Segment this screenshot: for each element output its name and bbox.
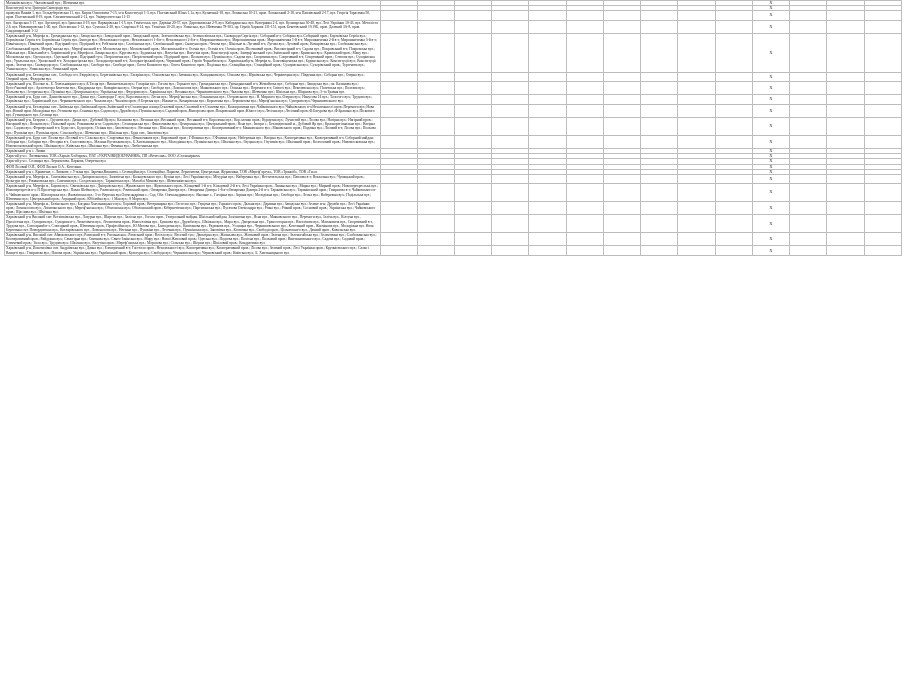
empty-cell <box>641 135 678 148</box>
empty-cell <box>603 246 640 255</box>
empty-cell <box>566 72 603 81</box>
empty-cell <box>417 184 454 202</box>
empty-cell <box>827 184 864 202</box>
empty-cell <box>380 201 417 214</box>
empty-cell <box>566 246 603 255</box>
empty-cell <box>715 104 752 117</box>
empty-cell <box>641 184 678 202</box>
empty-cell <box>566 118 603 136</box>
empty-cell <box>678 201 715 214</box>
empty-cell <box>827 81 864 94</box>
empty-cell <box>678 174 715 183</box>
empty-cell <box>380 34 417 72</box>
empty-cell <box>827 95 864 104</box>
empty-cell <box>566 184 603 202</box>
empty-cell <box>603 95 640 104</box>
empty-cell <box>454 34 491 72</box>
schedule-table <box>4 0 902 256</box>
empty-cell <box>566 104 603 117</box>
empty-cell <box>827 232 864 245</box>
empty-cell <box>864 246 901 255</box>
empty-cell <box>827 118 864 136</box>
empty-cell <box>492 135 529 148</box>
empty-cell <box>864 81 901 94</box>
empty-cell <box>790 201 827 214</box>
empty-cell <box>417 118 454 136</box>
empty-cell <box>380 118 417 136</box>
empty-cell <box>864 184 901 202</box>
empty-cell <box>492 72 529 81</box>
empty-cell <box>678 72 715 81</box>
empty-cell <box>790 118 827 136</box>
outage-mark-cell: X <box>752 201 789 214</box>
address-cell: Харківський р-н Високий смт. Вєтхівківська вул., Лазурна вул., Ширена вул., Залісна вул., Гоголя пров., Театральний майдан, Шкільний майдан, Залізнична вул., Ясна вул., Маяковського вул., Перемоги вул., Ілліча вул., Кілтуна вул., Пролісечна вул., Суворова вул., Суворова в-з, Леонтовича вул., Леонтовича пров., Новоселівна вул., Бушкова вул., Дружби вул., Шкільна вул., Мира вул., Джерельна вул., Трансготорна вул., Вінтлічова вул., Матьковича вул., Спортивний в-з, Трудова вул., Слюсарний в-з, Слюсарний пров., Шевченко пров., Професійна вул., Ю.Матова вул., Благодатна вул., Капітанова вул., Радюкова вул., Уєлищна вул., Чернишевського вул., Котельний пров., Жасмінова вул., Молодіжна вул. Нова Берегинка смт. Помордовська вул., Котлярівського вул., Ломоносова вул., Негінна вул., Пушкіна вул., Лесенна вул., Пушкінська вул., Заповітна вул., Косвочна вул., Свободи пров., Цільовського вул., Дачний пров., Ковальська вул. <box>5 215 381 233</box>
empty-cell <box>417 104 454 117</box>
outage-mark-cell: X <box>752 154 789 159</box>
table-row <box>5 174 902 183</box>
empty-cell <box>715 34 752 72</box>
empty-cell <box>641 72 678 81</box>
empty-cell <box>603 81 640 94</box>
outage-mark-cell: X <box>752 20 789 33</box>
empty-cell <box>864 118 901 136</box>
empty-cell <box>641 215 678 233</box>
empty-cell <box>827 246 864 255</box>
empty-cell <box>678 104 715 117</box>
outage-mark-cell: X <box>752 174 789 183</box>
empty-cell <box>790 81 827 94</box>
empty-cell <box>790 215 827 233</box>
empty-cell <box>715 95 752 104</box>
empty-cell <box>529 104 566 117</box>
table-row <box>5 11 902 20</box>
empty-cell <box>529 184 566 202</box>
empty-cell <box>566 34 603 72</box>
address-cell: Харківський р-н, Мерефа м., Спичківінська вул.; Дніпровська вул.; Заповітна вул.; Кольцевського вул.; Купіна вул.; Лесі Українки вул.; Мічуріна вул.; Набережна вул.; Нестичельська вул.; Павлова в-з; Вокзальна вул.; Чумацький пров.; Культури вул.; Романовська вул.; Самчина вул.; Солдатська вул.; Таранівська вул.; Махоблі Минова вул.; Шевченківська вул. <box>5 174 381 183</box>
empty-cell <box>678 135 715 148</box>
empty-cell <box>417 246 454 255</box>
address-cell: Конституції м-н; Григорія Сковороди вул. <box>5 6 381 11</box>
outage-mark-cell: X <box>752 104 789 117</box>
empty-cell <box>715 72 752 81</box>
empty-cell <box>678 95 715 104</box>
empty-cell <box>417 95 454 104</box>
empty-cell <box>603 104 640 117</box>
empty-cell <box>641 20 678 33</box>
empty-cell <box>864 215 901 233</box>
empty-cell <box>492 232 529 245</box>
empty-cell <box>492 11 529 20</box>
empty-cell <box>380 104 417 117</box>
empty-cell <box>678 20 715 33</box>
empty-cell <box>715 215 752 233</box>
outage-mark-cell: X <box>752 34 789 72</box>
empty-cell <box>492 20 529 33</box>
empty-cell <box>603 232 640 245</box>
empty-cell <box>454 20 491 33</box>
empty-cell <box>790 174 827 183</box>
empty-cell <box>529 174 566 183</box>
empty-cell <box>603 184 640 202</box>
empty-cell <box>566 11 603 20</box>
address-cell: Малинівська вул.; Чкаловський вул.; Шевченка вул. <box>5 1 381 6</box>
table-row <box>5 215 902 233</box>
table-body <box>5 1 902 256</box>
empty-cell <box>603 215 640 233</box>
outage-mark-cell: X <box>752 232 789 245</box>
empty-cell <box>678 215 715 233</box>
address-cell: Харківський р-н, Високий смт. Айвазовського вул.;Раєвський в-з; Раєльнаська.; Раєвський пров.; Весела вул.; Веселий туп.; Двоктірна вул.; Житньова вул.; Житковий пров.; Зелена вул.; Зеленогайська вул.; Зелентенна вул.; Слобожанська вул.; Кооперативний пров.; Райдужна вул.; Самогірна вул.; Святкова вул.; Свято-Ільїнська вул.; Миру вул.; Нової Житловий пров.; Одеська вул.; Подоєва вул.; Полісна вул.; Польовий пров.; Вінепоновського вул.; Садова вул.; Садовий пров.; Стенчевий пров.; Тиха вул.; Трудова вул.; Шкільна вул.; Ватутіна пров.; Мерефʼянська вул.; Морозова вул.; Сільська вул.; Шерша вул.; Шкіловий пров.; Кондратенко вул. <box>5 232 381 245</box>
empty-cell <box>492 184 529 202</box>
empty-cell <box>715 246 752 255</box>
empty-cell <box>603 201 640 214</box>
empty-cell <box>380 174 417 183</box>
empty-cell <box>454 95 491 104</box>
empty-cell <box>715 184 752 202</box>
empty-cell <box>641 246 678 255</box>
empty-cell <box>715 11 752 20</box>
empty-cell <box>678 246 715 255</box>
empty-cell <box>529 95 566 104</box>
empty-cell <box>566 174 603 183</box>
empty-cell <box>529 11 566 20</box>
empty-cell <box>492 118 529 136</box>
empty-cell <box>715 20 752 33</box>
empty-cell <box>529 232 566 245</box>
empty-cell <box>641 34 678 72</box>
empty-cell <box>790 135 827 148</box>
empty-cell <box>454 201 491 214</box>
empty-cell <box>678 184 715 202</box>
empty-cell <box>641 174 678 183</box>
empty-cell <box>380 215 417 233</box>
empty-cell <box>454 104 491 117</box>
empty-cell <box>529 118 566 136</box>
empty-cell <box>529 34 566 72</box>
empty-cell <box>678 11 715 20</box>
empty-cell <box>380 232 417 245</box>
empty-cell <box>380 95 417 104</box>
empty-cell <box>380 135 417 148</box>
table-row <box>5 232 902 245</box>
empty-cell <box>529 246 566 255</box>
empty-cell <box>454 118 491 136</box>
table-row <box>5 118 902 136</box>
address-cell: Харківський р-н с. Липки <box>5 149 381 154</box>
table-row <box>5 201 902 214</box>
address-cell: Харк-ий р-н с. Литвиненки, ТОВ «Харків Хлібпром», ПАТ «УКРГАЗВИДОБУВАННЯ», ПП «Вечеслав», ООО «Стальмарком» <box>5 154 381 159</box>
empty-cell <box>715 174 752 183</box>
address-cell: Харківський р-н, Мерефа м., Борова вул.; Свичківська вул.; Дніпровська вул.; Жуковського вул.; Жуковського пров.; Кільцевий 1-й в-з; Кільцевий 2-й в-з; Лесі Українки пров.; Липанська вул.; Мирна вул.; Мирний пров.; Новоперехресська вул.; Новоперехресів в-з; П.Пролетарська вул.; Павла Шейки вул.; Ржевська вул.; Ржевський пров.; Овчаренка Дмитра вул.; Овчаренка Дмитра 1-й в-з;Овчаренка Дмитра 2-й в-з; Таранівська вул.; Таранівський пров.; Тимрязєва в-з; Чайковського в-з; Чайковського пров.; Шахтарська вул.; Яковлівська вул.; 5-го Вересня вул.Олександрівна с.; Сад. Обл. Олександрівка вул.; Якольне с., Гагаріна вул.; Зоряна вул.; Молодіжна вул.; Свободи вул.; Лесна вул.; Набережна вул.; Подільська вул.; Шевченко вул.; Центральний пров.; Аграрний пров.; Юбілейна вул.; 1 Мая вул.; 8 Марта вул. <box>6 184 379 201</box>
empty-cell <box>864 11 901 20</box>
empty-cell <box>827 20 864 33</box>
empty-cell <box>566 201 603 214</box>
empty-cell <box>417 34 454 72</box>
empty-cell <box>492 174 529 183</box>
empty-cell <box>417 215 454 233</box>
empty-cell <box>417 174 454 183</box>
outage-mark-cell: X <box>752 246 789 255</box>
empty-cell <box>380 20 417 33</box>
empty-cell <box>864 72 901 81</box>
empty-cell <box>790 11 827 20</box>
empty-cell <box>380 184 417 202</box>
address-cell: Харківський р-н, Безлюдівка смт., Слобода сел.;Тюрріві вул.; Берегинівська вул.; Гагаріна вул.; Ольховська вул.; Затишна вул.; Колядинова вул.; Ольхова вул.; Юрківська вул.; Чернівецька вул.; Південна вул.; Соборна вул.; Озерна вул.; Озерний пров.; Федорова вул. <box>5 72 381 81</box>
outage-mark-cell: X <box>752 81 789 94</box>
empty-cell <box>454 215 491 233</box>
empty-cell <box>417 20 454 33</box>
empty-cell <box>678 34 715 72</box>
empty-cell <box>790 104 827 117</box>
empty-cell <box>715 81 752 94</box>
empty-cell <box>715 201 752 214</box>
empty-cell <box>566 232 603 245</box>
outage-mark-cell: X <box>752 169 789 174</box>
empty-cell <box>454 174 491 183</box>
empty-cell <box>790 246 827 255</box>
empty-cell <box>603 34 640 72</box>
empty-cell <box>380 246 417 255</box>
empty-cell <box>678 232 715 245</box>
outage-mark-cell: X <box>752 184 789 202</box>
empty-cell <box>641 95 678 104</box>
table-row <box>5 246 902 255</box>
address-cell: вул. Ангарська 3-17, вул. Артилерії, вул. Іриксона 4-19, вул. Варварівська 1-15, вул. Генічеська, вул. Дарвіна 20-37, вул. Даргомижська 2-9, вул. Кабардинська, вул. Коперника 2-4, вул. Кульварська 30-48, вул. Лесі Українки 10-43, вул. Металіста 2,6, вул. Новомировська 1-40, вул. Полтавська 1-12, вул. Сумська 2-28, вул. Спартака 8-14, вул. Технічна 10-20, вул. Уманська, вул. Шевченка 78-303, пр. Героїв Харкова 131-151, пров. Бекетівський 19,19Б, пров. Далекий 3А-8, пров. Сандомирський 1-12 <box>5 20 381 33</box>
empty-cell <box>790 20 827 33</box>
table-row <box>5 72 902 81</box>
outage-mark-cell: X <box>752 164 789 169</box>
empty-cell <box>603 72 640 81</box>
empty-cell <box>417 232 454 245</box>
outage-mark-cell: X <box>752 215 789 233</box>
empty-cell <box>864 104 901 117</box>
empty-cell <box>603 135 640 148</box>
empty-cell <box>417 135 454 148</box>
empty-cell <box>864 20 901 33</box>
empty-cell <box>790 232 827 245</box>
empty-cell <box>827 201 864 214</box>
empty-cell <box>678 81 715 94</box>
empty-cell <box>417 201 454 214</box>
table-row <box>5 184 902 202</box>
address-cell: Харківський р-н, Безруки с., Грушева вул.; Дачна вул.; Дубовий Яр вул.; Калинова вул.; Весняна вул.;Весняний пров.; Весняний в-з; Короленко вул.; Кор.оленко пров.; Курортна вул.; Лучистий вул.; Лісова вул.; Нагірна вул.; Нагірний пров.; Нагорний вул.; Польова вул.; Польовий пров.; Ромашкова м-м; Садова вул.; Селищинська вул.; Фанасенківа вул.; Центральна вул.; Центральний пров.; Ясна вул.; Івспри с., Безлюдівський м., Дубовий Яр вул.; Краснорегіональна вул.; Нагірна вул.; Садова вул.; Фермерський в-з; Буди смт., Буди пров.; Осіння вул.; Заповітна вул.; Весняна вул.; Шкільна вул.; Кооперативна вул.; Кооперативний в-з; Маяковського вул.; Маковського пров.; Подачна вул.; Лісовий в-з; Лісова вул.; Польова вул.; Пушкіна вул.; Пушкіна пров.; Сільськабуд м.; Шевченко вул.; Шкільна вул.; Буди смт., Заповітна вул. <box>5 118 381 136</box>
empty-cell <box>492 246 529 255</box>
address-cell: Харківський р-н, Буди смт., Данилівського вул.; Дачна вул.; Сковороди Г. вул.; Короленка вул.; Лесна вул.; Мерефʼянська вул.; Ольшанська вул.; Островського вул.; Н. Мирного вул.;Озерна вул.; Нанусова 14 вул.; Толстого вул.; Трудова вул.; Харківська вул.; Харківський туп.; Чернишевського вул.; Чкалова вул.; Чкалова пров.; 8 Березня вул.; Ніжине м., Комарівська вул.; Короленка вул.; Лермонтова вул.; Мерефʼянська вул.; Суворова вул.;Чернишевського вул. <box>5 95 381 104</box>
address-cell: Харківський р-н, Пісочне м., Б. Хмельницького вул.;Б.Тасця вул.; Вишнепільна вул.; Гагаріна вул.; Гоголя вул.; Горького вул.; Громадянська вул.; Громадянський в-з; Жемайтока вул.; Соборна вул.; Заводська вул.; пк. Калинова вул.; Кутоз*яновой вул.; Архітектора Бекетова вул.; Кіндрацька вул.; Комарівська вул.; Озерна вул.; Свободи вул.; Ломоносова вул.; Маяковського вул.; Осінька вул.; Перемоги в-з; Свiвсті вул.; Пекелевська вул.; Полевська вул.; Полтава вул.; Польова вул.; Історична вул.; Пушкіна вул.; Центральна вул.; Українська вул.; Федорова вул.; Харківська вул.; Весняна вул.; Чернишевського вул.; Чкалова вул.; Шевченко вул.; Шкільна вул.; Ширяєва вул.; 5-та Травня вул. <box>5 81 381 94</box>
empty-cell <box>492 104 529 117</box>
empty-cell <box>380 11 417 20</box>
empty-cell <box>790 34 827 72</box>
empty-cell <box>417 72 454 81</box>
address-cell: Харківський р-н с. Кривичне, с. Липкове, с.Уткіна вул. Заречна,Вишнева, с.Селекційна вул. Селекційна, Паркова, Лермонтова, Центральна, Журавлина, ТОВ «Мерефʼаргук», ТОВ «Транпіб», ТОВ «Таса» <box>5 169 381 174</box>
empty-cell <box>641 11 678 20</box>
empty-cell <box>603 11 640 20</box>
empty-cell <box>641 118 678 136</box>
empty-cell <box>790 95 827 104</box>
empty-cell <box>827 174 864 183</box>
outage-mark-cell: X <box>752 149 789 154</box>
empty-cell <box>529 135 566 148</box>
empty-cell <box>529 20 566 33</box>
empty-cell <box>492 201 529 214</box>
address-cell: Харківський р-н, Покотилівка смт. Андріївська вул.; Дачна вул.; Електричний в-з; Гастелло пров.; Незалежності вул.; Кооперативна вул.; Кооперативний пров.; Лісова вул.; Зелений пров.; Лесі Українки пров.; Крупнієвського вул.; Салко і Ванцеті вул.; Тімірязєва вул.; Патова пров.; Українська вул.; Український пров.; Культури вул.; Свободи вул.; Черняхівська вул.; Черновський пров.; Київська вул.; Б. Хмельницького вул. <box>5 246 381 255</box>
table-row <box>5 20 902 33</box>
empty-cell <box>715 232 752 245</box>
empty-cell <box>454 184 491 202</box>
empty-cell <box>641 81 678 94</box>
empty-cell <box>566 215 603 233</box>
empty-cell <box>790 72 827 81</box>
empty-cell <box>454 11 491 20</box>
outage-mark-cell: X <box>752 1 789 6</box>
outage-mark-cell: X <box>752 95 789 104</box>
outage-mark-cell: X <box>752 11 789 20</box>
empty-cell <box>827 34 864 72</box>
address-cell: ФОП Лісовий О.П., ФОП Лисков О.А., Котельня. <box>5 164 381 169</box>
empty-cell <box>417 11 454 20</box>
empty-cell <box>790 184 827 202</box>
address-cell: провулок Ваянів 1, вул. Гольдебергівська 11, вул. Кирпа Осиповича 7-13, м-н Конституції 1-3, вул. Полтавський Шлях 1,1а, вул. Кузнечна2-18, вул. Лопанська 10-21, пров. Лопанський 2-18, м-н Павлівський 2-17, вул. Георгія Тарасенка 50, пров. Полтавський 8-19, пров. Єлизаветинський 2-12, вул. Університетська 11-15 <box>5 11 381 20</box>
empty-cell <box>454 81 491 94</box>
empty-cell <box>715 118 752 136</box>
empty-cell <box>715 135 752 148</box>
empty-cell <box>864 135 901 148</box>
empty-cell <box>641 201 678 214</box>
table-row <box>5 135 902 148</box>
empty-cell <box>827 135 864 148</box>
empty-cell <box>492 215 529 233</box>
empty-cell <box>492 34 529 72</box>
outage-mark-cell: X <box>752 6 789 11</box>
empty-cell <box>529 81 566 94</box>
outage-mark-cell: X <box>752 118 789 136</box>
empty-cell <box>380 72 417 81</box>
empty-cell <box>566 20 603 33</box>
empty-cell <box>566 81 603 94</box>
address-cell: Харк-ий р-н с. Селищна вул. Лермонтова, Паркова, Очеретна вул. <box>5 159 381 164</box>
empty-cell <box>454 246 491 255</box>
empty-cell <box>827 104 864 117</box>
empty-cell <box>566 95 603 104</box>
empty-cell <box>529 215 566 233</box>
empty-cell <box>827 11 864 20</box>
table-row <box>5 34 902 72</box>
empty-cell <box>827 72 864 81</box>
empty-cell <box>827 215 864 233</box>
table-row <box>5 81 902 94</box>
empty-cell <box>864 174 901 183</box>
empty-cell <box>641 232 678 245</box>
empty-cell <box>492 81 529 94</box>
empty-cell <box>603 174 640 183</box>
address-cell: Харківський р-н, Безлюдівка смт., Зміївська вул.;Зміївський пров.;Зміївський в-з;Сталеворна площа;Сталевий пров.;Сталевий в-з;Сталевва вул.; Коопоративна вул.;Чайковського вул.;Чайковського в-з;Незалежності пров.;Перемоги вул.;Нова вул.;Новий пров.;Молодіжна вул.;Устинова вул.;Сонячна вул.;Садова вул.;Дружби вул.;Пушкінська вул.;Садовий пров.;Вінторсова пров.;Покровський пров.;Юності вул.;Лесічна вул.;Лесічний пров.;Ф.Батурова вул.;Ф.Брашько вул.;Піскового вул.;Гутницького вул.;Селища вул. <box>5 104 381 117</box>
empty-cell <box>603 118 640 136</box>
outage-mark-cell: X <box>752 159 789 164</box>
empty-cell <box>492 95 529 104</box>
empty-cell <box>380 81 417 94</box>
table-row <box>5 95 902 104</box>
empty-cell <box>864 201 901 214</box>
empty-cell <box>417 81 454 94</box>
empty-cell <box>454 232 491 245</box>
empty-cell <box>603 20 640 33</box>
address-cell: Харківський р-н, Буди смт. Лісова вул.;Лісовий в-з; Сільська вул.; Спортивна вул.; Фанасенкова вул.; Кирлачний пров.; Г.Фомина вул.; Г.Фомина пров.; Набережна вул.; Нагірна вул.; Кооперативна вул.; Кооперативний в-з; Соборний майдан; Соборна вул.; Соборна вул.; Фесорна в-з, Счастлива вул., Малина Кутиськова вул., Б.Хмельницького вул., Молодіжна вул.; Пушкінська вул.; Шкільна вул.; Гвуцька вул.; Гвутинів вул.; Шкільний пров.; Колгоспний пров.; Новомосковська вул.; Новомосковський пров.; Шкільна вул.; Київська вул.; Шкільна вул.; Фомина вул.; Люботинська вул. <box>5 135 381 148</box>
address-cell: Харківський р-н, Мерефа м., Громадянська вул.; Заводська вул.; Заводський пров.; Заводський пров.; Зеленогаївська вул.; Зеленогаївська вул.; Сковороди Сергія вул.; Соборний в-з; Соборна вул.;Соборний пров.; Бортківська Сергія вул.; Бортківська Сергія в-з; Бортківська Сергія вул.;Злагоди вул.; Незалежності пров.; Незалежності 1-й в-з; Незалежності 2-й в-з; Мирошниченка вул.; Мирошниченка пров.; Мирошниченка 1-й в-з; Мирошниченка 2-й в-з; Мирошниченка 3-й в-з; Північна вул.; Північний пров.; Підгірний туп.; Підгірний в-з; Робітнича вул.; Слов'янська вул.; Слов'янський пров.; Скошуня пров.; Чехова вул.; Шкільне м.;Луговий в-з; Лугова вул.; Луговий пров.; Комарівська вул.; Слобожанська вул.; Слобожанський пров.; Мерефʼянська вул.; Мерефʼянський в-з; Московська вул.; Московський пров.; Московський в-з; Осеніа вул.; Осеніа в-з; Осеніа пров.;Пісочковий пров.; Високогірний в-з; Садова вул.; Покровський в-з; Покровська вул.; Шкільна вул.; Шкільний в-з, Харківський р-н, Мерефа м., Бакарська вул.; Кругова вул.; Будинська вул.; Ватутіна вул.; Ватутіна пров.; Конституції пров.; Замерфʼянський туп.;Зміївський пров.; Кримська вул.; Кримський пров.; Мацу вул.; Московська вул.; Одеська вул.; Одеський пров.; Підгірний туп.; Патріотична вул.; Патріотичний пров.; Підгірний пров.; Польова вул.; Пушкіна вул.; Садова вул.; Спортивна вул.; Спортивний в-з; Спортивний пров.; Степова вул.; Сухорівська вул.; Уральська вул.; Уральський в-з; Холодногірська вул.; Холодногірський в-з; Холодногірський пров.; Червоний пров.; Героїв Чорнобиля вул.; Харківський р-н, Мерефа м., Благовіщенська вул.; Будинська вул.; Конституції вул.; Конституції пров.; Зелена вул.; Сковороди вул.; Слобожанська вул.; Свободи вул.; Свободи пров.; Олега Кошового вул.; Олега Кошового пров.; Подільна вул.; Станційна вул.; Станційний пров.; Сухорівська вул.; Сухорівський пров.; Тургенєва вул.; Уманська вул.; Уманська вул.; Уманський пров. <box>5 34 381 72</box>
empty-cell <box>454 72 491 81</box>
empty-cell <box>864 95 901 104</box>
address-cell: Харківський р-н, Мерефа м., Белінського вул.; Богдана Хмельницького вул.; Боровий пров.; Ветеринарна вул.; Гастелло вул.; Герцена вул.; Горького пров.; Дальня вул.; Дарвина вул.; Заводська вул.; Зелене м-н; Дружби вул.; Лесі Українки пров.; Ломоносова вул.; Лопатинського вул.; Мерефʼянська вул.; Оболонська вул.; Оболонський пров.; Кібернетична вул.; Партизанська вул.; Пугачова Олександра вул.; Річна вул.; Річний пров.; Сосновий пров.; Українська вул.; Чайковського пров.; Щаслива вул.; Шкільна вул. <box>5 201 381 214</box>
empty-cell <box>641 104 678 117</box>
empty-cell <box>529 72 566 81</box>
empty-cell <box>454 135 491 148</box>
empty-cell <box>864 232 901 245</box>
empty-cell <box>864 34 901 72</box>
outage-mark-cell: X <box>752 72 789 81</box>
empty-cell <box>678 118 715 136</box>
empty-cell <box>566 135 603 148</box>
table-row <box>5 104 902 117</box>
outage-mark-cell: X <box>752 135 789 148</box>
empty-cell <box>529 201 566 214</box>
